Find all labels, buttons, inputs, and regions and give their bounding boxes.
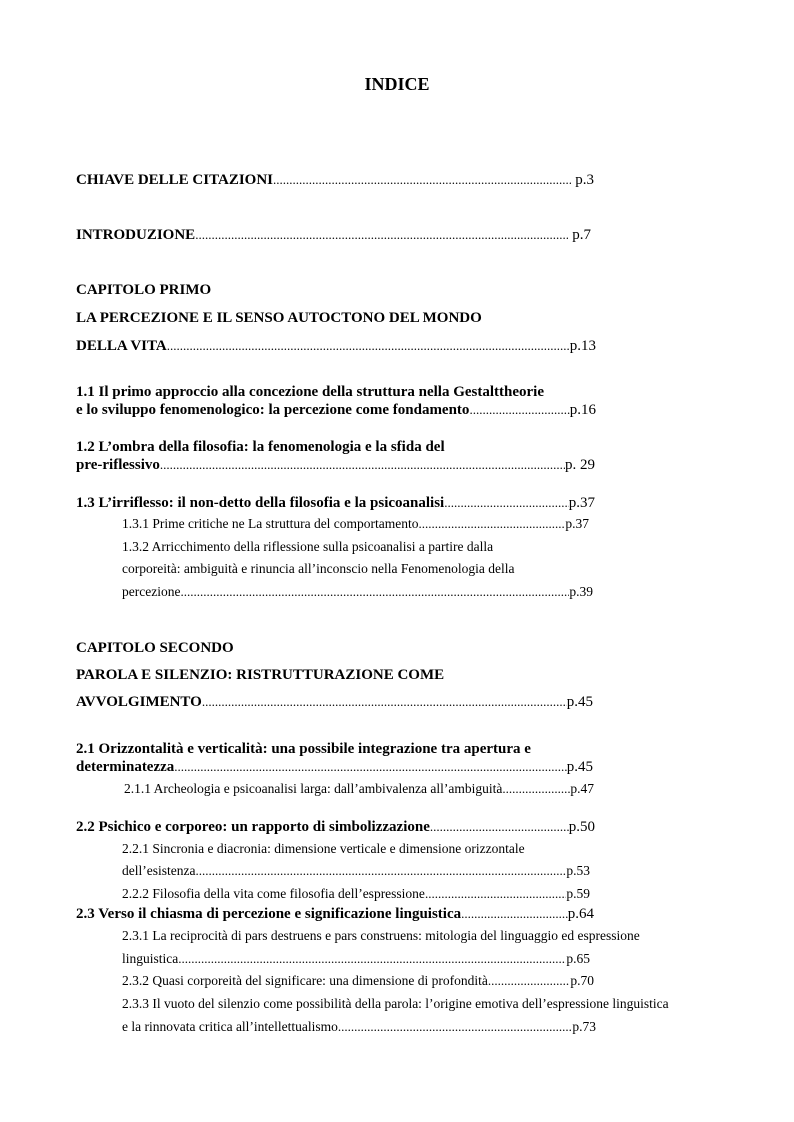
toc-entry-title: pre-riflessivo [76,457,160,473]
toc-entry-2-1-1[interactable] [124,780,594,798]
toc-entry-2-1[interactable] [76,758,593,776]
toc-entry-title: 1.3.2 Arricchimento della riflessione sulla psicoanalisi a partire dalla [122,539,494,554]
toc-entry-title: 2.2.2 Filosofia della vita come filosofia dell’espressione [122,886,425,901]
toc-entry-title: 1.3.1 Prime critiche ne La struttura del comportamento [122,516,419,531]
toc-page-number: p.73 [572,1019,596,1034]
toc-page-number: p.37 [565,516,589,531]
chapter-title: LA PERCEZIONE E IL SENSO AUTOCTONO DEL MONDO [76,310,482,326]
toc-page-number: p.39 [569,584,593,599]
toc-page-number: p.53 [566,863,590,878]
toc-entry-1-2[interactable] [76,456,595,474]
toc-entry-1-3[interactable] [76,494,595,512]
toc-page-number: p.65 [566,951,590,966]
toc-entry-title: 2.2.1 Sincronia e diacronia: dimensione verticale e dimensione orizzontale [122,841,525,856]
toc-entry-title: 2.3.2 Quasi corporeità del significare: una dimensione di profondità [122,973,488,988]
toc-entry-title: 2.3 Verso il chiasma di percezione e significazione linguistica [76,906,462,922]
toc-entry-title: 1.3 L’irriflesso: il non-detto della filosofia e la psicoanalisi [76,495,445,511]
toc-entry-2-2[interactable] [76,818,595,836]
toc-entry-title: percezione [122,584,181,599]
toc-page-number: p.3 [575,172,594,188]
toc-entry-2-2-1[interactable] [122,862,590,880]
toc-entry-title: AVVOLGIMENTO [76,694,202,710]
toc-entry-title: 2.3.3 Il vuoto del silenzio come possibilità della parola: l’origine emotiva dell’espressione linguistica [122,996,669,1011]
chapter-label: CAPITOLO SECONDO [76,640,234,656]
toc-entry-title: 2.2 Psichico e corporeo: un rapporto di simbolizzazione [76,819,430,835]
toc-entry-2-3[interactable] [76,905,594,923]
toc-page-number: p.7 [572,227,591,243]
toc-page-number: p. 29 [565,457,595,473]
toc-entry-2-3-2[interactable] [122,972,594,990]
toc-page-number: p.45 [566,694,593,710]
toc-entry-title: INTRODUZIONE [76,227,196,243]
toc-entry-title: 1.1 Il primo approccio alla concezione della struttura nella Gestalttheorie [76,384,544,400]
chapter-title: PAROLA E SILENZIO: RISTRUTTURAZIONE COME [76,667,445,683]
chapter-label: CAPITOLO PRIMO [76,282,212,298]
toc-entry-title: corporeità: ambiguità e rinuncia all’inconscio nella Fenomenologia della [122,561,515,576]
toc-entry-title: 2.1 Orizzontalità e verticalità: una possibile integrazione tra apertura e [76,741,531,757]
toc-entry-title: 1.2 L’ombra della filosofia: la fenomenologia e la sfida del [76,439,445,455]
toc-entry-title: DELLA VITA [76,338,167,354]
toc-entry-title: 2.3.1 La reciprocità di pars destruens e pars construens: mitologia del linguaggio ed espressione [122,928,640,943]
toc-entry-title: dell’esistenza [122,863,196,878]
toc-page-number: p.16 [569,402,596,418]
toc-entry-title: e la rinnovata critica all’intellettualismo [122,1019,338,1034]
toc-page-number: p.45 [566,759,593,775]
toc-entry-chapter-1[interactable] [76,337,596,355]
toc-page-number: p.70 [570,973,594,988]
toc-entry-title: determinatezza [76,759,175,775]
toc-entry-introduzione[interactable] [76,226,591,244]
toc-page-number: p.37 [568,495,595,511]
toc-entry-title: e lo sviluppo fenomenologico: la percezione come fondamento [76,402,470,418]
toc-entry-1-3-2[interactable] [122,583,593,601]
toc-entry-title: linguistica [122,951,179,966]
toc-entry-1-3-1[interactable] [122,515,589,533]
toc-page-number: p.59 [566,886,590,901]
toc-page-number: p.50 [568,819,595,835]
toc-page-number: p.47 [570,781,594,796]
toc-entry-title: 2.1.1 Archeologia e psicoanalisi larga: dall’ambivalenza all’ambiguità [124,781,503,796]
toc-entry-2-3-3[interactable] [122,1018,596,1036]
toc-page-number: p.13 [569,338,596,354]
page-title: INDICE [364,74,430,94]
toc-entry-2-2-2[interactable] [122,885,590,903]
toc-entry-1-1[interactable] [76,401,596,419]
toc-entry-title: CHIAVE DELLE CITAZIONI [76,172,273,188]
toc-entry-chapter-2[interactable] [76,693,593,711]
toc-entry-2-3-1[interactable] [122,950,590,968]
toc-page-number: p.64 [567,906,594,922]
toc-entry-chiave[interactable] [76,171,594,189]
